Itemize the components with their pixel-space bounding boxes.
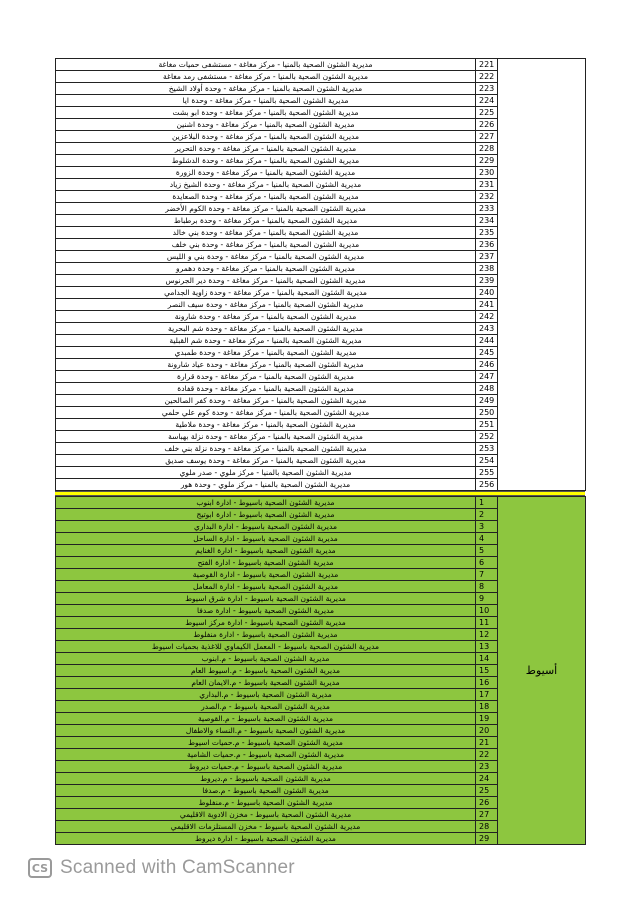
row-number-cell: 13 (476, 641, 498, 653)
entity-name-cell: مديرية الشئون الصحية باسيوط - ادارة المعامل (56, 581, 476, 593)
row-number-cell: 252 (476, 431, 498, 443)
entity-name-cell: مديرية الشئون الصحية بالمنيا - مركز مغاغة - وحدة كوم علي حلمي (56, 407, 476, 419)
row-number-cell: 236 (476, 239, 498, 251)
entity-name-cell: مديرية الشئون الصحية بالمنيا - مركز مغاغة - وحدة الكوم الأخضر (56, 203, 476, 215)
row-number-cell: 26 (476, 797, 498, 809)
governorate-cell: أسيوط (498, 497, 586, 845)
camscanner-logo-icon: CS (28, 858, 52, 878)
row-number-cell: 254 (476, 455, 498, 467)
row-number-cell: 229 (476, 155, 498, 167)
entity-name-cell: مديرية الشئون الصحية باسيوط - ادارة البداري (56, 521, 476, 533)
row-number-cell: 23 (476, 761, 498, 773)
entity-name-cell: مديرية الشئون الصحية بالمنيا - مركز مغاغة - وحدة عياد شارونة (56, 359, 476, 371)
entity-name-cell: مديرية الشئون الصحية بالمنيا - مركز مغاغة - وحدة دهمرو (56, 263, 476, 275)
entity-name-cell: مديرية الشئون الصحية باسيوط - مخزن المستلزمات الاقليمي (56, 821, 476, 833)
entity-name-cell: مديرية الشئون الصحية بالمنيا - مركز مغاغة - وحدة الشيخ زياد (56, 179, 476, 191)
entity-name-cell: مديرية الشئون الصحية بالمنيا - مركز مغاغة - وحدة شارونة (56, 311, 476, 323)
row-number-cell: 225 (476, 107, 498, 119)
entity-name-cell: مديرية الشئون الصحية بالمنيا - مركز مغاغة - مستشفى حميات مغاغة (56, 59, 476, 71)
entity-name-cell: مديرية الشئون الصحية باسيوط - مخزن الادوية الاقليمي (56, 809, 476, 821)
entity-name-cell: مديرية الشئون الصحية باسيوط - ادارة الساحل (56, 533, 476, 545)
document-sheet (55, 58, 585, 845)
entity-name-cell: مديرية الشئون الصحية بالمنيا - مركز مغاغة - وحدة زاوية الجدامي (56, 287, 476, 299)
entity-name-cell: مديرية الشئون الصحية باسيوط - ادارة ابنوب (56, 497, 476, 509)
row-number-cell: 245 (476, 347, 498, 359)
entity-name-cell: مديرية الشئون الصحية بالمنيا - مركز ملوي - وحدة هور (56, 479, 476, 491)
row-number-cell: 28 (476, 821, 498, 833)
entity-name-cell: مديرية الشئون الصحية بالمنيا - مركز مغاغة - وحدة كفر الصالحين (56, 395, 476, 407)
row-number-cell: 226 (476, 119, 498, 131)
row-number-cell: 10 (476, 605, 498, 617)
entity-name-cell: مديرية الشئون الصحية باسيوط - ادارة منفلوط (56, 629, 476, 641)
row-number-cell: 21 (476, 737, 498, 749)
entity-name-cell: مديرية الشئون الصحية بالمنيا - مركز مغاغة - وحدة اشنين (56, 119, 476, 131)
entity-name-cell: مديرية الشئون الصحية بالمنيا - مركز مغاغة - وحدة سيف النصر (56, 299, 476, 311)
row-number-cell: 19 (476, 713, 498, 725)
entity-name-cell: مديرية الشئون الصحية باسيوط - م.النساء والاطفال (56, 725, 476, 737)
row-number-cell: 235 (476, 227, 498, 239)
entity-name-cell: مديرية الشئون الصحية باسيوط - ادارة الغنايم (56, 545, 476, 557)
row-number-cell: 1 (476, 497, 498, 509)
watermark-label: Scanned with CamScanner (60, 857, 295, 878)
row-number-cell: 18 (476, 701, 498, 713)
entity-name-cell: مديرية الشئون الصحية بالمنيا - مركز مغاغة - وحدة نزلة بهباسة (56, 431, 476, 443)
row-number-cell: 230 (476, 167, 498, 179)
row-number-cell: 5 (476, 545, 498, 557)
entity-name-cell: مديرية الشئون الصحية بالمنيا - مركز مغاغة - وحدة بني خالد (56, 227, 476, 239)
row-number-cell: 6 (476, 557, 498, 569)
entity-name-cell: مديرية الشئون الصحية باسيوط - ادارة ديروط (56, 833, 476, 845)
entity-name-cell: مديرية الشئون الصحية باسيوط - المعمل الكيماوي للاغذية بحميات اسيوط (56, 641, 476, 653)
entity-name-cell: مديرية الشئون الصحية باسيوط - ادارة الفتح (56, 557, 476, 569)
entity-name-cell: مديرية الشئون الصحية بالمنيا - مركز مغاغة - وحدة شم القبلية (56, 335, 476, 347)
table-row (56, 59, 586, 71)
row-number-cell: 247 (476, 371, 498, 383)
entity-name-cell: مديرية الشئون الصحية باسيوط - م.الصدر (56, 701, 476, 713)
entity-name-cell: مديرية الشئون الصحية باسيوط - م.القوصية (56, 713, 476, 725)
camscanner-watermark (28, 856, 295, 880)
entity-name-cell: مديرية الشئون الصحية باسيوط - م.حميات الشامية (56, 749, 476, 761)
row-number-cell: 16 (476, 677, 498, 689)
row-number-cell: 255 (476, 467, 498, 479)
row-number-cell: 11 (476, 617, 498, 629)
entity-name-cell: مديرية الشئون الصحية بالمنيا - مركز مغاغة - وحدة بني خلف (56, 239, 476, 251)
entity-name-cell: مديرية الشئون الصحية باسيوط - م.ديروط (56, 773, 476, 785)
entity-name-cell: مديرية الشئون الصحية بالمنيا - مركز مغاغة - وحدة قرارة (56, 371, 476, 383)
entity-name-cell: مديرية الشئون الصحية باسيوط - م.البداري (56, 689, 476, 701)
row-number-cell: 241 (476, 299, 498, 311)
entity-name-cell: مديرية الشئون الصحية بالمنيا - مركز مغاغة - وحدة ملاطية (56, 419, 476, 431)
row-number-cell: 246 (476, 359, 498, 371)
entity-name-cell: مديرية الشئون الصحية بالمنيا - مركز مغاغة - وحدة شم البحرية (56, 323, 476, 335)
entity-name-cell: مديرية الشئون الصحية بالمنيا - مركز مغاغة - وحدة الدشلوط (56, 155, 476, 167)
row-number-cell: 238 (476, 263, 498, 275)
entity-name-cell: مديرية الشئون الصحية بالمنيا - مركز ملوي - صدر ملوي (56, 467, 476, 479)
entity-name-cell: مديرية الشئون الصحية بالمنيا - مركز مغاغة - وحدة يوسف صديق (56, 455, 476, 467)
row-number-cell: 22 (476, 749, 498, 761)
entity-name-cell: مديرية الشئون الصحية باسيوط - ادارة مركز اسيوط (56, 617, 476, 629)
row-number-cell: 224 (476, 95, 498, 107)
row-number-cell: 27 (476, 809, 498, 821)
row-number-cell: 232 (476, 191, 498, 203)
entity-name-cell: مديرية الشئون الصحية باسيوط - ادارة شرق اسيوط (56, 593, 476, 605)
governorate-cell (498, 59, 586, 491)
entity-name-cell: مديرية الشئون الصحية بالمنيا - مركز مغاغة - وحدة الصعايدة (56, 191, 476, 203)
entity-name-cell: مديرية الشئون الصحية باسيوط - م.اسيوط العام (56, 665, 476, 677)
entity-name-cell: مديرية الشئون الصحية باسيوط - ادارة القوصية (56, 569, 476, 581)
entity-name-cell: مديرية الشئون الصحية باسيوط - م.حميات ديروط (56, 761, 476, 773)
row-number-cell: 237 (476, 251, 498, 263)
entity-name-cell: مديرية الشئون الصحية بالمنيا - مركز مغاغة - وحدة طمبدي (56, 347, 476, 359)
row-number-cell: 227 (476, 131, 498, 143)
row-number-cell: 223 (476, 83, 498, 95)
row-number-cell: 20 (476, 725, 498, 737)
row-number-cell: 231 (476, 179, 498, 191)
entity-name-cell: مديرية الشئون الصحية بالمنيا - مركز مغاغة - وحدة ابو بشت (56, 107, 476, 119)
row-number-cell: 248 (476, 383, 498, 395)
row-number-cell: 242 (476, 311, 498, 323)
entity-name-cell: مديرية الشئون الصحية باسيوط - م.ابنوب (56, 653, 476, 665)
row-number-cell: 244 (476, 335, 498, 347)
row-number-cell: 29 (476, 833, 498, 845)
row-number-cell: 239 (476, 275, 498, 287)
row-number-cell: 12 (476, 629, 498, 641)
row-number-cell: 15 (476, 665, 498, 677)
row-number-cell: 256 (476, 479, 498, 491)
entity-name-cell: مديرية الشئون الصحية بالمنيا - مركز مغاغة - وحدة التحرير (56, 143, 476, 155)
row-number-cell: 253 (476, 443, 498, 455)
entity-name-cell: مديرية الشئون الصحية بالمنيا - مركز مغاغة - وحدة بني و الليس (56, 251, 476, 263)
row-number-cell: 233 (476, 203, 498, 215)
entity-name-cell: مديرية الشئون الصحية بالمنيا - مركز مغاغة - مستشفى رمد مغاغة (56, 71, 476, 83)
row-number-cell: 222 (476, 71, 498, 83)
row-number-cell: 25 (476, 785, 498, 797)
row-number-cell: 240 (476, 287, 498, 299)
entity-name-cell: مديرية الشئون الصحية بالمنيا - مركز مغاغة - وحدة دير الجرنوس (56, 275, 476, 287)
entity-name-cell: مديرية الشئون الصحية باسيوط - م.صدفا (56, 785, 476, 797)
row-number-cell: 221 (476, 59, 498, 71)
row-number-cell: 249 (476, 395, 498, 407)
row-number-cell: 7 (476, 569, 498, 581)
row-number-cell: 234 (476, 215, 498, 227)
entity-name-cell: مديرية الشئون الصحية بالمنيا - مركز مغاغة - وحدة البلاعزين (56, 131, 476, 143)
entity-name-cell: مديرية الشئون الصحية بالمنيا - مركز مغاغة - وحدة قفادة (56, 383, 476, 395)
table-row (56, 497, 586, 509)
row-number-cell: 8 (476, 581, 498, 593)
row-number-cell: 24 (476, 773, 498, 785)
row-number-cell: 243 (476, 323, 498, 335)
row-number-cell: 17 (476, 689, 498, 701)
row-number-cell: 228 (476, 143, 498, 155)
asyut-table (55, 496, 586, 845)
entity-name-cell: مديرية الشئون الصحية بالمنيا - مركز مغاغة - وحدة ايا (56, 95, 476, 107)
entity-name-cell: مديرية الشئون الصحية بالمنيا - مركز مغاغة - وحدة نزلة بني خلف (56, 443, 476, 455)
row-number-cell: 2 (476, 509, 498, 521)
entity-name-cell: مديرية الشئون الصحية باسيوط - ادارة صدفا (56, 605, 476, 617)
row-number-cell: 3 (476, 521, 498, 533)
entity-name-cell: مديرية الشئون الصحية باسيوط - م.حميات اسيوط (56, 737, 476, 749)
entity-name-cell: مديرية الشئون الصحية باسيوط - م.الايمان العام (56, 677, 476, 689)
entity-name-cell: مديرية الشئون الصحية باسيوط - ادارة ابوتيج (56, 509, 476, 521)
entity-name-cell: مديرية الشئون الصحية باسيوط - م.منفلوط (56, 797, 476, 809)
row-number-cell: 9 (476, 593, 498, 605)
row-number-cell: 14 (476, 653, 498, 665)
row-number-cell: 4 (476, 533, 498, 545)
minya-table (55, 58, 586, 491)
entity-name-cell: مديرية الشئون الصحية بالمنيا - مركز مغاغة - وحدة أولاد الشيخ (56, 83, 476, 95)
row-number-cell: 250 (476, 407, 498, 419)
entity-name-cell: مديرية الشئون الصحية بالمنيا - مركز مغاغة - وحدة برطباط (56, 215, 476, 227)
entity-name-cell: مديرية الشئون الصحية بالمنيا - مركز مغاغة - وحدة الزورة (56, 167, 476, 179)
row-number-cell: 251 (476, 419, 498, 431)
